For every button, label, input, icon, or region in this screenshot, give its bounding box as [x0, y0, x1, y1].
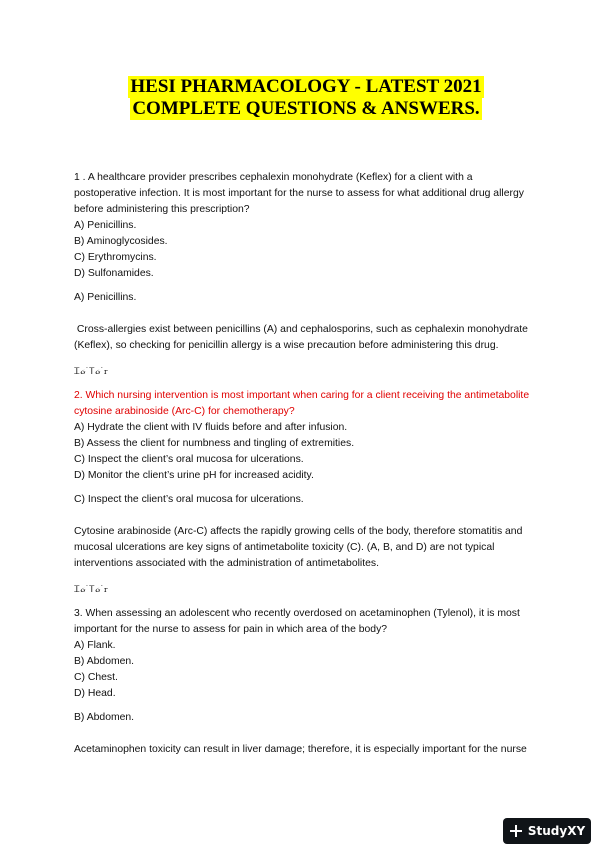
option-d: D) Monitor the client’s urine pH for increased acidity. [74, 470, 314, 481]
explanation-line: (Keflex), so checking for penicillin allergy is a wise precaution before administering this drug. [74, 340, 499, 351]
explanation-line: Acetaminophen toxicity can result in liver damage; therefore, it is especially important for the nurse [74, 744, 527, 755]
explanation-line: Cross-allergies exist between penicillins (A) and cephalosporins, such as cephalexin monohydrate [74, 324, 528, 335]
explanation [74, 524, 544, 572]
option-c: C) Erythromycins. [74, 252, 157, 263]
question-1-text [74, 170, 544, 218]
question-text-line: postoperative infection. It is most important for the nurse to assess for what additional drug allergy [74, 188, 524, 199]
explanation [74, 322, 544, 354]
question-text-line: 2. Which nursing intervention is most important when caring for a client receiving the antimetabolite [74, 390, 530, 401]
question-2 [74, 388, 544, 572]
answer: B) Abdomen. [74, 712, 135, 723]
option-a: A) Penicillins. [74, 220, 137, 231]
option-b: B) Abdomen. [74, 656, 135, 667]
question-text-line: 1 . A healthcare provider prescribes cephalexin monohydrate (Keflex) for a client with a [74, 172, 473, 183]
badge-label: StudyXY [527, 824, 586, 838]
option-d: D) Sulfonamides. [74, 268, 154, 279]
question-text-line: cytosine arabinoside (Arc-C) for chemotherapy? [74, 406, 295, 417]
option-b: B) Assess the client for numbness and tingling of extremities. [74, 438, 355, 449]
question-text-line: before administering this prescription? [74, 204, 250, 215]
explanation-line: mucosal ulcerations are key signs of antimetabolite toxicity (C). (A, B, and D) are not typical [74, 542, 495, 553]
option-b: B) Aminoglycosides. [74, 236, 168, 247]
question-text-line: important for the nurse to assess for pain in which area of the body? [74, 624, 388, 635]
separator-mark: Ꮖᏽ˙Ꭲᏽ˙ꮁ [74, 584, 109, 594]
studyxy-badge[interactable] [503, 818, 591, 844]
option-a: A) Hydrate the client with IV fluids before and after infusion. [74, 422, 348, 433]
question-1 [74, 170, 544, 354]
question-2-text [74, 388, 544, 420]
option-c: C) Chest. [74, 672, 118, 683]
document-body [74, 170, 544, 758]
question-3-text [74, 606, 544, 638]
title-line-1: HESI PHARMACOLOGY - LATEST 2021 [130, 76, 482, 97]
explanation [74, 742, 544, 758]
title-line-2: COMPLETE QUESTIONS & ANSWERS. [132, 98, 480, 119]
separator-mark: Ꮖᏽ˙Ꭲᏽ˙ꮁ [74, 366, 109, 376]
option-a: A) Flank. [74, 640, 116, 651]
answer: A) Penicillins. [74, 292, 137, 303]
explanation-line: interventions associated with the administration of antimetabolites. [74, 558, 379, 569]
document-title [0, 76, 612, 120]
answer: C) Inspect the client’s oral mucosa for ulcerations. [74, 494, 304, 505]
option-c: C) Inspect the client’s oral mucosa for ulcerations. [74, 454, 304, 465]
option-d: D) Head. [74, 688, 116, 699]
question-3 [74, 606, 544, 758]
plus-icon [509, 824, 523, 838]
explanation-line: Cytosine arabinoside (Arc-C) affects the rapidly growing cells of the body, therefore stomatitis and [74, 526, 523, 537]
question-text-line: 3. When assessing an adolescent who recently overdosed on acetaminophen (Tylenol), it is most [74, 608, 520, 619]
